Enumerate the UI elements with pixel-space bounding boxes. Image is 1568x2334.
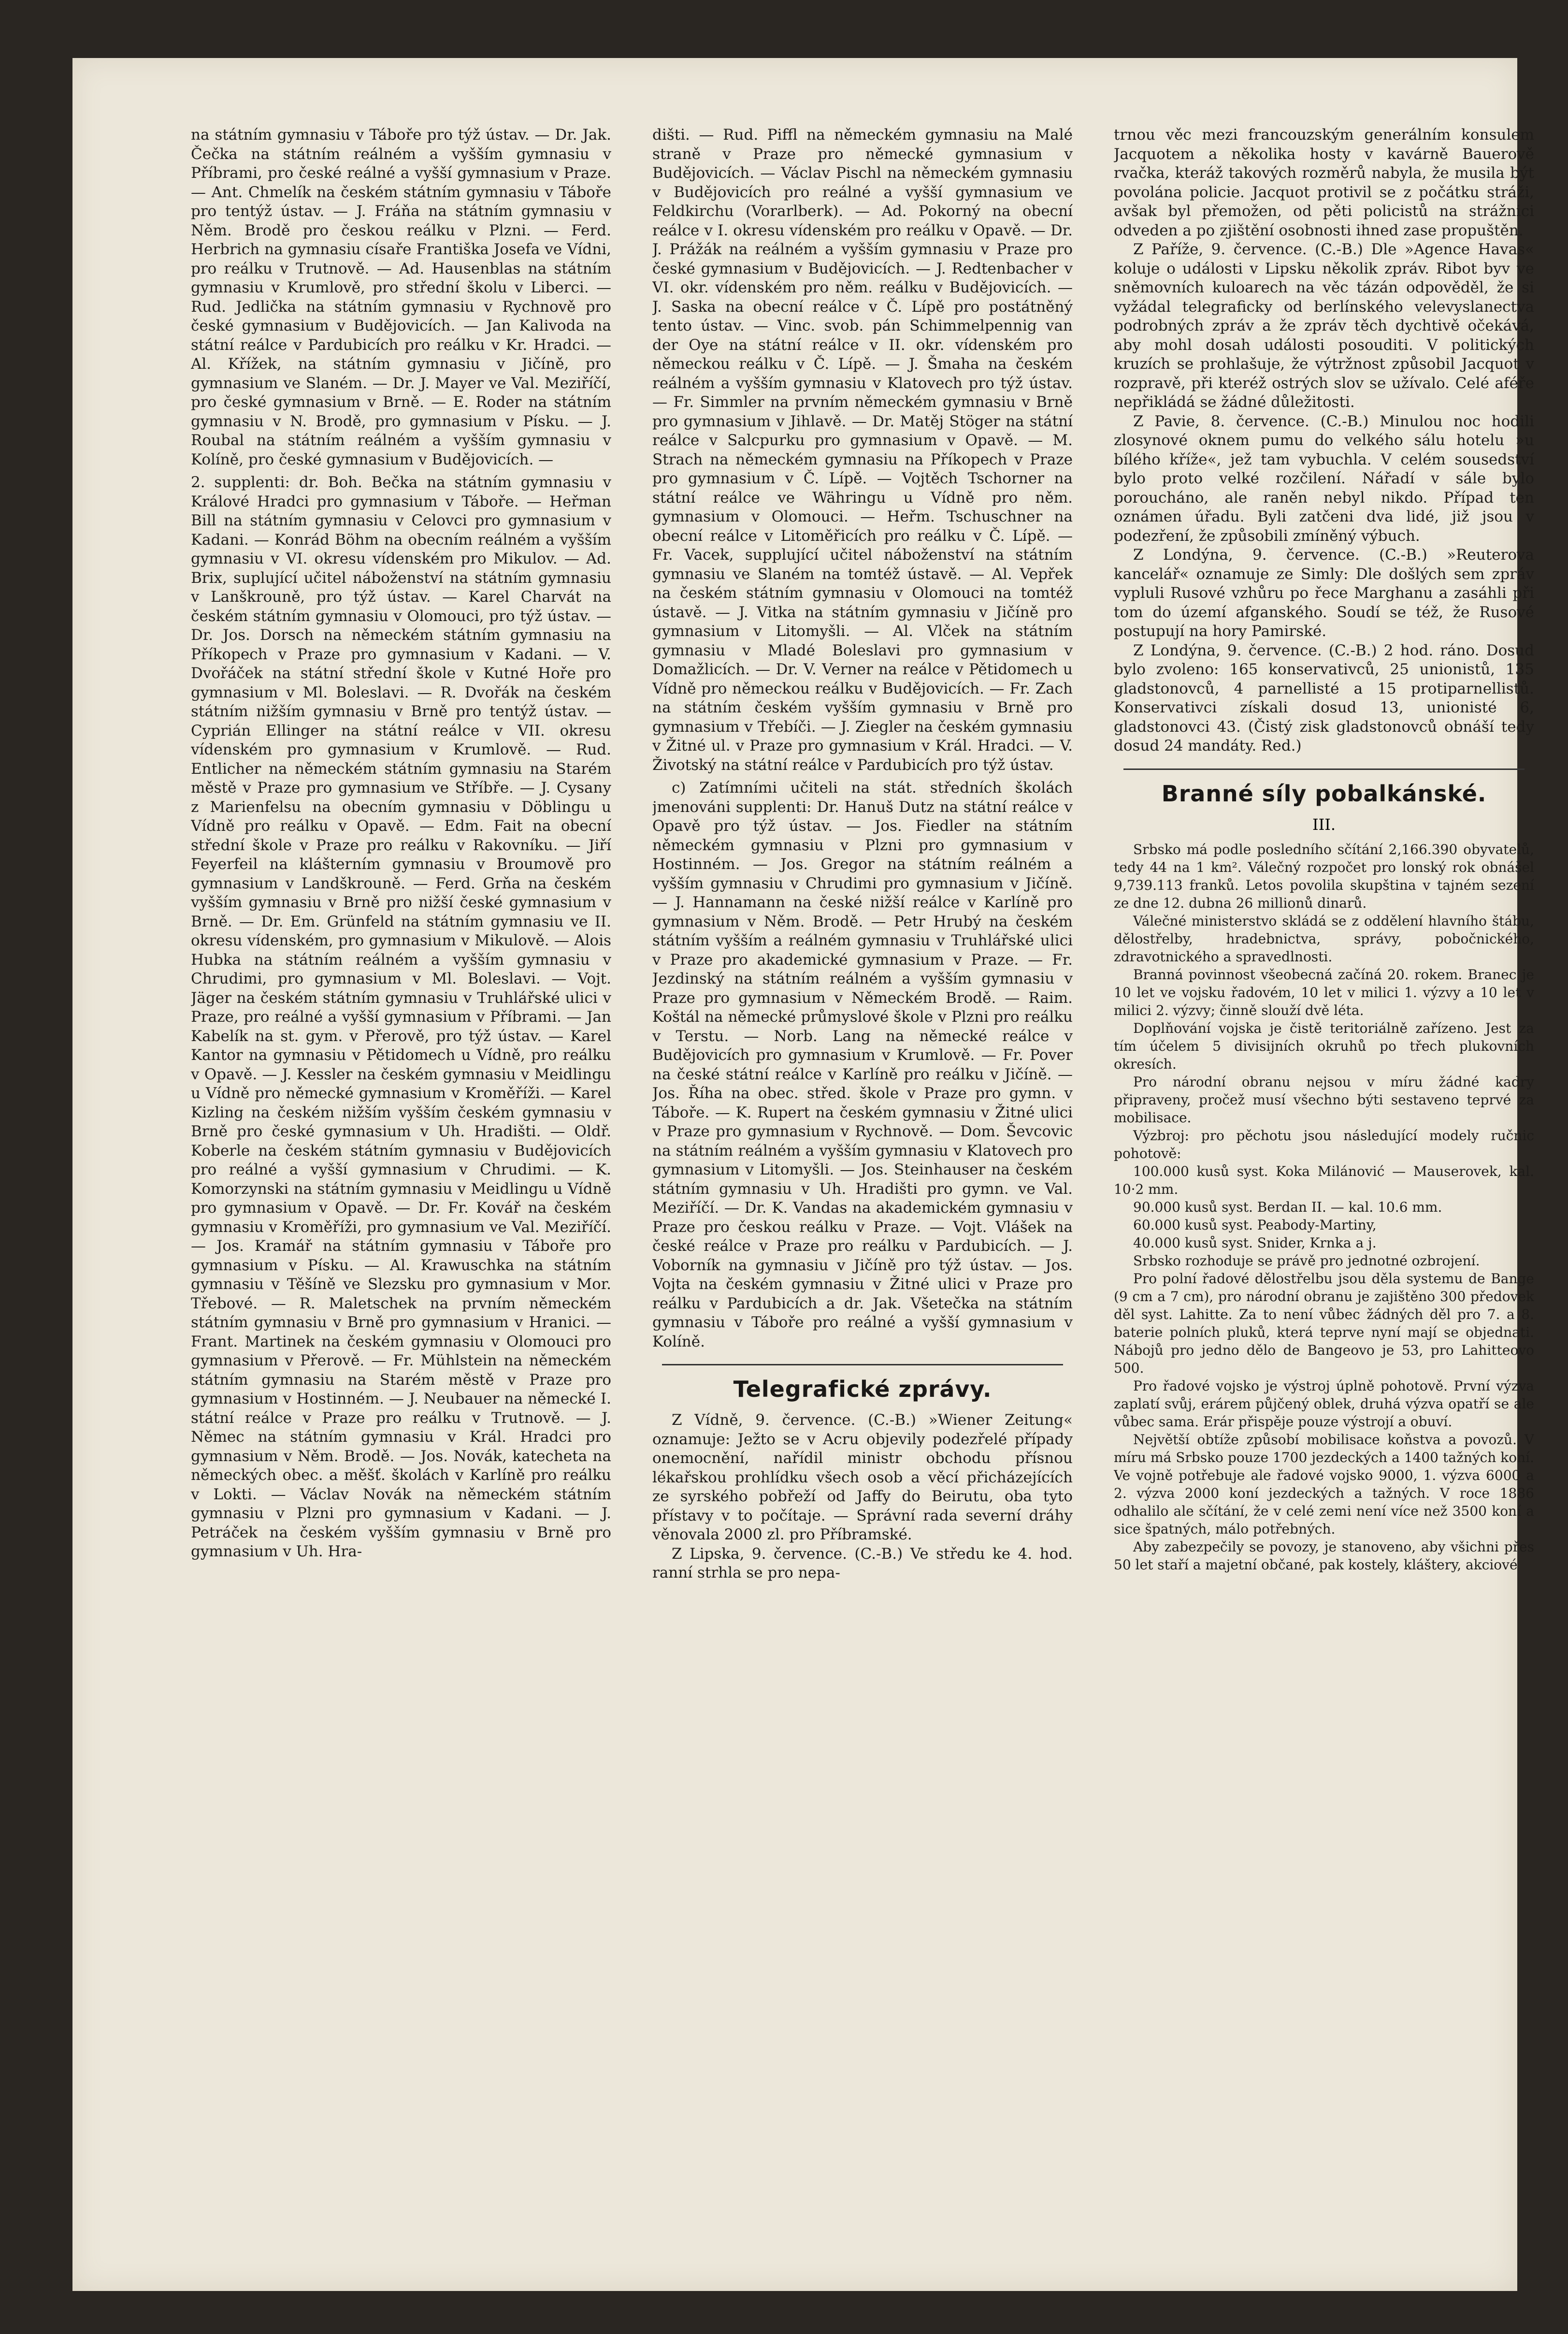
column-3-paragraph: trnou věc mezi francouzským generálním konsulem Jacquotem a několika hosty v kavárně Bauerově rvačka, kteráž takových rozměrů nabyla, že musila být povolána policie. Jacquot protivil se z počátku stráži, avšak byl přemožen, od pěti policistů na strážnici odveden a po zjištění osobnosti ihned zase propuštěn. bbox=[1114, 126, 1534, 239]
branne-paragraph: Aby zabezpečily se povozy, je stanoveno, aby všichni přes 50 let staří a majetní občané, pak kostely, kláštery, akciové bbox=[1114, 1538, 1534, 1573]
text-columns bbox=[191, 126, 1534, 2272]
branne-paragraph: Srbsko rozhoduje se právě pro jednotné ozbrojení. bbox=[1133, 1252, 1480, 1269]
branne-paragraph: Válečné ministerstvo skládá se z oddělení hlavního štábu, dělostřelby, hradebnictva, správy, pobočnického, zdravotnického a spravedlnosti. bbox=[1114, 913, 1534, 965]
branne-heading: Branné síly pobalkánské. bbox=[1161, 780, 1487, 807]
branne-paragraph: Doplňování vojska je čistě teritoriálně zařízeno. Jest za tím účelem 5 divisijních okruhů po třech plukovních okresích. bbox=[1114, 1020, 1534, 1072]
branne-paragraph: 100.000 kusů syst. Koka Milánović — Mauserovek, kal. 10·2 mm. bbox=[1114, 1163, 1534, 1197]
column-1 bbox=[191, 126, 611, 2272]
column-3-paragraph: Z Londýna, 9. července. (C.-B.) 2 hod. ráno. Dosud bylo zvoleno: 165 konservativců, 25 unionistů, 135 gladstonovců, 4 parnellisté a 15 protiparnellistů. Konservativci získali dosud 13, unionisté 6, gladstonovci 43. (Čistý zisk gladstonovců obnáší tedy dosud 24 mandáty. Red.) bbox=[1114, 641, 1534, 754]
branne-article bbox=[1114, 841, 1534, 1574]
column-3-paragraph: Z Londýna, 9. července. (C.-B.) »Reuterova kancelář« oznamuje ze Simly: Dle došlých sem zpráv vypluli Rusové vzhůru po řece Marghanu a zasáhli při tom do území afganského. Soudí se též, že Rusové postupují na hory Pamirské. bbox=[1114, 546, 1534, 640]
column-3-paragraph: Z Pavie, 8. července. (C.-B.) Minulou noc hodili zlosynové oknem pumu do velkého sálu hotelu »u bílého kříže«, jež tam vybuchla. V celém sousedství bylo proto velké rozčilení. Nářadí v sále bylo poroucháno, ale raněn nebyl nikdo. Případ ten oznámen úřadu. Byli zatčeni dva lidé, již jsou v podezření, že způsobili zmíněný výbuch. bbox=[1114, 412, 1534, 545]
branne-paragraph: Největší obtíže způsobí mobilisace koňstva a povozů. V míru má Srbsko pouze 1700 jezdeckých a 1400 tažných koní. Ve vojně potřebuje ale řadové vojsko 9000, 1. výzva 6000 a 2. výzva 2000 koní jezdeckých a tažných. V roce 1886 odhalilo ale sčítání, že v celé zemi není více než 3500 koní a sice špatných, málo potřebných. bbox=[1114, 1431, 1534, 1537]
telegraph-heading: Telegrafické zprávy. bbox=[733, 1376, 992, 1402]
branne-paragraph: Pro řadové vojsko je výstroj úplně pohotově. První výzva zaplatí svůj, erárem půjčený oblek, druhá výzva opatří se ale vůbec sama. Erár přispěje pouze výstrojí a obuví. bbox=[1114, 1377, 1534, 1430]
branne-paragraph: Výzbroj: pro pěchotu jsou následující modely ručnic pohotově: bbox=[1114, 1127, 1534, 1161]
section-divider bbox=[662, 1364, 1063, 1365]
branne-paragraph: Srbsko má podle posledního sčítání 2,166.390 obyvatelů, tedy 44 na 1 km². Válečný rozpočet pro lonský rok obnášel 9,739.113 franků. Letos povolila skupština v tajném sezení ze dne 12. dubna 26 millionů dinarů. bbox=[1114, 841, 1534, 911]
branne-paragraph: Pro polní řadové dělostřelbu jsou děla systemu de Bange (9 cm a 7 cm), pro národní obranu je zajištěno 300 předovek děl syst. Lahitte. Za to není vůbec žádných děl pro 7. a 8. baterie polních pluků, která teprve nyní mají se objednati. Nábojů pro jedno dělo de Bangeovo je 53, pro Lahitteovo 500. bbox=[1114, 1270, 1534, 1376]
telegraph-item: Z Lipska, 9. července. (C.-B.) Ve středu ke 4. hod. ranní strhla se pro nepa- bbox=[652, 1545, 1073, 1581]
section-divider bbox=[1123, 768, 1525, 770]
branne-paragraph: 90.000 kusů syst. Berdan II. — kal. 10.6 mm. bbox=[1133, 1199, 1442, 1215]
column-2-paragraph: dišti. — Rud. Piffl na německém gymnasiu na Malé straně v Praze pro německé gymnasium v Budějovicích. — Václav Pischl na německém gymnasiu v Budějovicích pro reálné a vyšší gymnasium ve Feldkirchu (Vorarlberk). — Ad. Pokorný na obecní reálce v I. okresu vídenském pro reálku v Opavě. — Dr. J. Prážák na reálném a vyšším gymnasiu v Praze pro české gymnasium v Budějovicích. — J. Redtenbacher v VI. okr. vídenském pro něm. reálku v Budějovicích. — J. Saska na obecní reálce v Č. Lípě pro postátněný tento ústav. — Vinc. svob. pán Schimmelpennig van der Oye na státní reálce v II. okr. vídenském pro německou reálku v Č. Lípě. — J. Šmaha na českém reálném a vyšším gymnasiu v Klatovech pro týž ústav. — Fr. Simmler na prvním německém gymnasiu v Brně pro gymnasium v Jihlavě. — Dr. Matěj Stöger na státní reálce v Salcpurku pro gymnasium v Opavě. — M. Strach na německém gymnasiu na Příkopech v Praze pro gymnasium v Č. Lípě. — Vojtěch Tschorner na státní reálce ve Währingu u Vídně pro něm. gymnasium v Olomouci. — Heřm. Tschuschner na obecní reálce v Litoměřicích pro reálku v Č. Lípě. — Fr. Vacek, supplující učitel náboženství na státním gymnasiu ve Slaném na tomtéž ústavě. — Al. Vepřek na českém státním gymnasiu v Olomouci na tomtéž ústavě. — J. Vitka na státním gymnasiu v Jičíně pro gymnasium v Litomyšli. — Al. Vlček na státním gymnasiu v Mladé Boleslavi pro gymnasium v Domažlicích. — Dr. V. Verner na reálce v Pětidomech u Vídně pro německou reálku v Budějovicích. — Fr. Zach na státním českém vyšším gymnasiu v Brně pro gymnasium v Třebíči. — J. Ziegler na českém gymnasiu v Žitné ul. v Praze pro gymnasium v Král. Hradci. — V. Životský na státní reálce v Pardubicích pro týž ústav. bbox=[652, 126, 1073, 774]
telegraph-item: Z Vídně, 9. července. (C.-B.) »Wiener Zeitung« oznamuje: Ježto se v Acru objevily podezřelé případy onemocnění, nařídil ministr obchodu přísnou lékařskou prohlídku všech osob a věcí přicházejících ze syrského pobřeží od Jaffy do Beirutu, oba tyto přístavy v to počítaje. — Správní rada severní dráhy věnovala 2000 zl. pro Příbramské. bbox=[652, 1411, 1073, 1543]
branne-part-number: III. bbox=[1312, 815, 1336, 834]
branne-paragraph: 60.000 kusů syst. Peabody-Martiny, bbox=[1133, 1217, 1377, 1233]
branne-paragraph: Branná povinnost všeobecná začíná 20. rokem. Branec je 10 let ve vojsku řadovém, 10 let v milici 1. výzvy a 10 let v milici 2. výzvy; činně slouží dvě léta. bbox=[1114, 966, 1534, 1018]
column-1-paragraph: na státním gymnasiu v Táboře pro týž ústav. — Dr. Jak. Čečka na státním reálném a vyšším gymnasiu v Příbrami, pro české reálné a vyšší gymnasium v Praze. — Ant. Chmelík na českém státním gymnasiu v Táboře pro tentýž ústav. — J. Fráňa na státním gymnasiu v Něm. Brodě pro českou reálku v Plzni. — Ferd. Herbrich na gymnasiu císaře Františka Josefa ve Vídni, pro reálku v Trutnově. — Ad. Hausenblas na státním gymnasiu v Krumlově, pro střední školu v Liberci. — Rud. Jedlička na státním gymnasiu v Rychnově pro české gymnasium v Budějovicích. — Jan Kalivoda na státní reálce v Pardubicích pro reálku v Kr. Hradci. — Al. Křížek, na státním gymnasiu v Jičíně, pro gymnasium ve Slaném. — Dr. J. Mayer ve Val. Meziříčí, pro české gymnasium v Brně. — E. Roder na státním gymnasiu v N. Brodě, pro gymnasium v Písku. — J. Roubal na státním reálném a vyšším gymnasiu v Kolíně, pro české gymnasium v Budějovicích. — bbox=[191, 126, 611, 468]
column-3 bbox=[1114, 126, 1534, 2272]
branne-paragraph: 40.000 kusů syst. Snider, Krnka a j. bbox=[1133, 1234, 1377, 1251]
column-1-paragraph: 2. supplenti: dr. Boh. Bečka na státním gymnasiu v Králové Hradci pro gymnasium v Táboře. — Heřman Bill na státním gymnasiu v Celovci pro gymnasium v Kadani. — Konrád Böhm na obecním reálném a vyšším gymnasiu v VI. okresu vídenském pro Mikulov. — Ad. Brix, suplující učitel náboženství na státním gymnasiu v Lanškrouně, pro týž ústav. — Karel Charvát na českém státním gymnasiu v Olomouci, pro týž ústav. — Dr. Jos. Dorsch na německém státním gymnasiu na Příkopech v Praze pro gymnasium v Kadani. — V. Dvořáček na státní střední škole v Kutné Hoře pro gymnasium v Ml. Boleslavi. — R. Dvořák na českém státním nižším gymnasiu v Brně pro tentýž ústav. — Cyprián Ellinger na státní reálce v VII. okresu vídenském pro gymnasium v Krumlově. — Rud. Entlicher na německém státním gymnasiu na Starém městě v Praze pro gymnasium ve Stříbře. — J. Cysany z Marienfelsu na obecním gymnasiu v Döblingu u Vídně pro reálku v Opavě. — Edm. Fait na obecní střední škole v Praze pro reálku v Rakovníku. — Jiří Feyerfeil na klášterním gymnasiu v Broumově pro gymnasium v Landškrouně. — Ferd. Grňa na českém vyšším gymnasiu v Brně pro nižší české gymnasium v Brně. — Dr. Em. Grünfeld na státním gymnasiu ve II. okresu vídenském, pro gymnasium v Mikulově. — Alois Hubka na státním reálném a vyšším gymnasiu v Chrudimi, pro gymnasium v Ml. Boleslavi. — Vojt. Jäger na českém státním gymnasiu v Truhlářské ulici v Praze, pro reálné a vyšší gymnasium v Příbrami. — Jan Kabelík na st. gym. v Přerově, pro týž ústav. — Karel Kantor na gymnasiu v Pětidomech u Vídně, pro reálku v Opavě. — J. Kessler na českém gymnasiu v Meidlingu u Vídně pro německé gymnasium v Kroměříži. — Karel Kizling na českém nižším vyšším českém gymnasiu v Brně pro české gymnasium v Uh. Hradišti. — Oldř. Koberle na českém státním gymnasiu v Budějovicích pro reálné a vyšší gymnasium v Chrudimi. — K. Komorzynski na státním gymnasiu v Meidlingu u Vídně pro gymnasium v Opavě. — Dr. Fr. Kovář na českém gymnasiu v Kroměříži, pro gymnasium ve Val. Meziříčí. — Jos. Kramář na státním gymnasiu v Táboře pro gymnasium v Písku. — Al. Krawuschka na státním gymnasiu v Těšíně ve Slezsku pro gymnasium v Mor. Třebové. — R. Maletschek na prvním německém státním gymnasiu v Brně pro gymnasium v Hranici. — Frant. Martinek na českém gymnasiu v Olomouci pro gymnasium v Přerově. — Fr. Mühlstein na německém státním gymnasiu na Starém městě v Praze pro gymnasium v Hostinném. — J. Neubauer na německé I. státní reálce v Praze pro reálku v Trutnově. — J. Němec na státním gymnasiu v Král. Hradci pro gymnasium v Něm. Brodě. — Jos. Novák, katecheta na německých obec. a měšť. školách v Karlíně pro reálku v Lokti. — Václav Novák na německém státním gymnasiu v Plzni pro gymnasium v Kadani. — J. Petráček na českém vyšším gymnasiu v Brně pro gymnasium v Uh. Hra- bbox=[191, 474, 611, 1560]
newspaper-page bbox=[72, 58, 1534, 2291]
column-3-paragraph: Z Paříže, 9. července. (C.-B.) Dle »Agence Havas« koluje o události v Lipsku několik zpráv. Ribot byv ve sněmovních kuloarech na věc tázán odpověděl, že si vyžádal telegraficky od berlínského velevyslanectva podrobných zpráv a že zpráv těch dychtivě očekává, aby mohl dosah události posouditi. V politických kruzích se prohlašuje, že výtržnost způsobil Jacquot v rozpravě, při kteréž ostrých slov se užívalo. Celé aféře nepřikládá se žádné důležitosti. bbox=[1114, 241, 1534, 411]
column-2 bbox=[652, 126, 1073, 2272]
branne-paragraph: Pro národní obranu nejsou v míru žádné kadry připraveny, pročež musí všechno býti sestaveno teprvé za mobilisace. bbox=[1114, 1073, 1534, 1126]
column-2-paragraph: c) Zatímními učiteli na stát. středních školách jmenováni supplenti: Dr. Hanuš Dutz na státní reálce v Opavě pro týž ústav. — Jos. Fiedler na státním německém gymnasiu v Plzni pro gymnasium v Hostinném. — Jos. Gregor na státním reálném a vyšším gymnasiu v Chrudimi pro gymnasium v Jičíně. — J. Hannamann na české nižší reálce v Karlíně pro gymnasium v Něm. Brodě. — Petr Hrubý na českém státním vyšším a reálném gymnasiu v Truhlářské ulici v Praze pro akademické gymnasium v Praze. — Fr. Jezdinský na státním reálném a vyšším gymnasiu v Praze pro gymnasium v Německém Brodě. — Raim. Koštál na německé průmyslové škole v Plzni pro reálku v Terstu. — Norb. Lang na německé reálce v Budějovicích pro gymnasium v Krumlově. — Fr. Pover na české státní reálce v Karlíně pro reálku v Jičíně. — Jos. Říha na obec. střed. škole v Praze pro gymn. v Táboře. — K. Rupert na českém gymnasiu v Žitné ulici v Praze pro gymnasium v Rychnově. — Dom. Ševcovic na státním reálném a vyšším gymnasiu v Klatovech pro gymnasium v Litomyšli. — Jos. Steinhauser na českém státním gymnasiu v Uh. Hradišti pro gymn. ve Val. Meziříčí. — Dr. K. Vandas na akademickém gymnasiu v Praze pro českou reálku v Praze. — Vojt. Vlášek na české reálce v Praze pro reálku v Pardubicích. — J. Voborník na gymnasiu v Jičíně pro týž ústav. — Jos. Vojta na českém gymnasiu v Žitné ulici v Praze pro reálku v Pardubicích a dr. Jak. Všetečka na státním gymnasiu v Táboře pro reálné a vyšší gymnasium v Kolíně. bbox=[652, 779, 1073, 1350]
